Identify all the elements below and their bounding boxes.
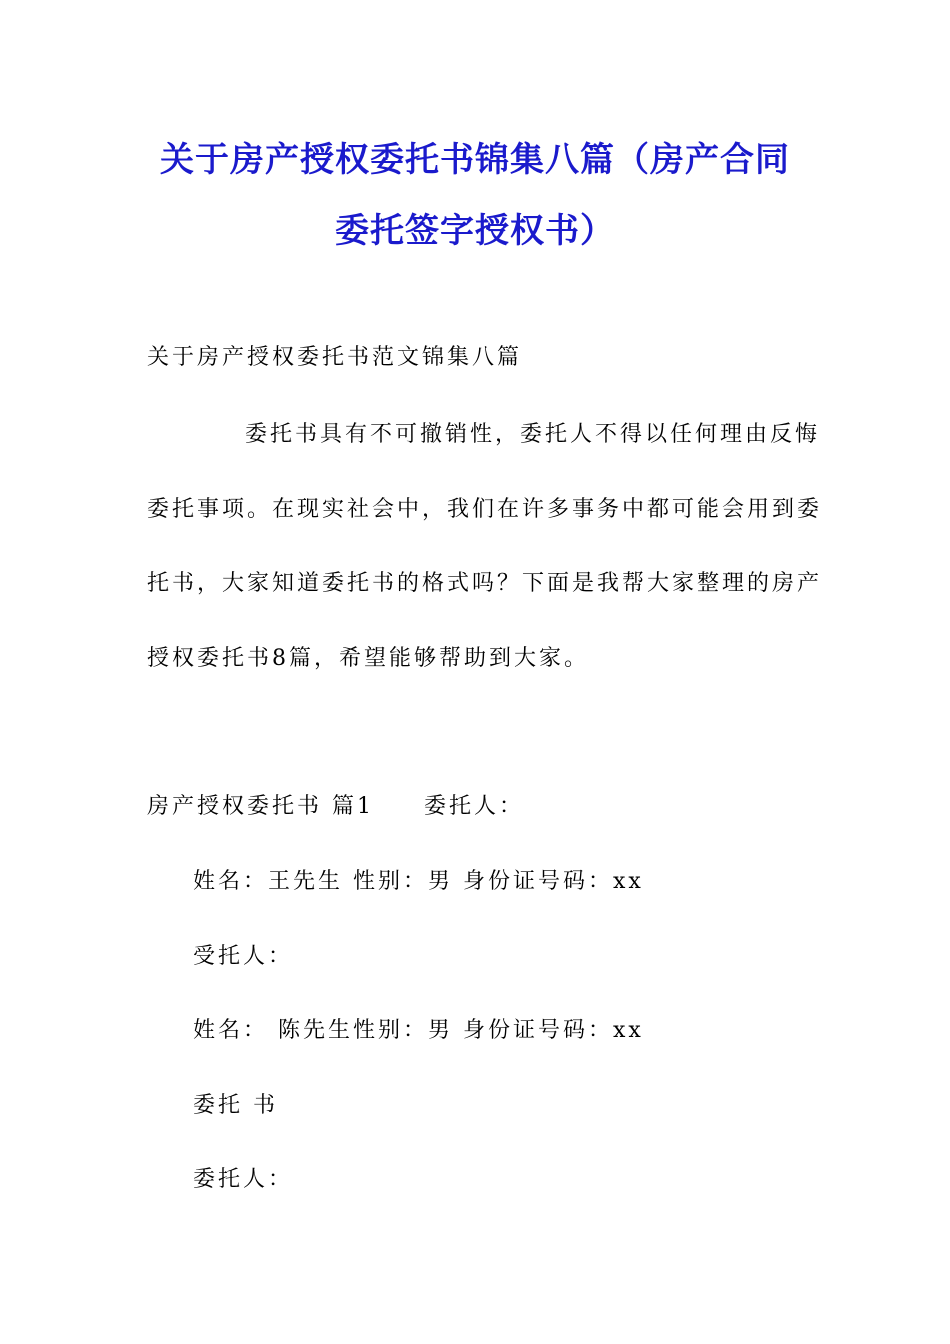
- document-title-line2: 委托签字授权书）: [335, 211, 615, 251]
- document-title-line1: 关于房产授权委托书锦集八篇（房产合同: [160, 140, 790, 180]
- intro-line-2: 委托事项。在现实社会中，我们在许多事务中都可能会用到委: [147, 497, 823, 522]
- trustee-label: 受托人：: [193, 944, 294, 969]
- principal-info: 姓名：王先生 性别：男 身份证号码：xx: [193, 869, 644, 894]
- intro-line-4: 授权委托书8篇，希望能够帮助到大家。: [147, 646, 589, 671]
- section-heading: 房产授权委托书 篇1 委托人：: [147, 794, 524, 819]
- intro-line-1: 委托书具有不可撤销性，委托人不得以任何理由反悔: [245, 422, 821, 447]
- intro-line-3: 托书，大家知道委托书的格式吗？下面是我帮大家整理的房产: [147, 571, 823, 596]
- document-subtitle: 关于房产授权委托书范文锦集八篇: [147, 345, 523, 370]
- trustee-info: 姓名： 陈先生性别：男 身份证号码：xx: [193, 1018, 644, 1043]
- principal-label: 委托人：: [193, 1167, 294, 1192]
- document-label: 委托 书: [193, 1093, 278, 1118]
